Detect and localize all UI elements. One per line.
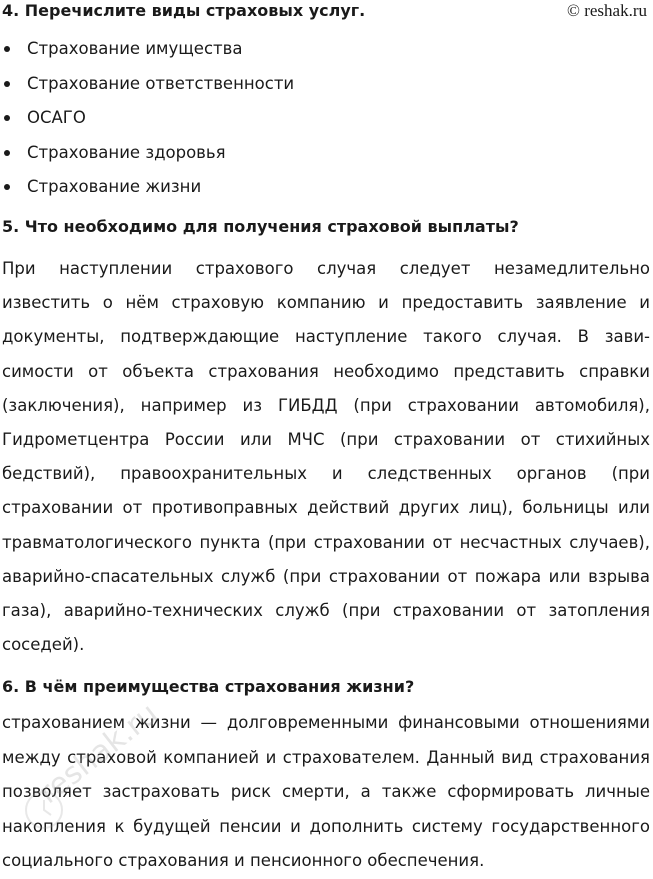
question-5-heading: 5. Что необходимо для получения страховой выплаты? xyxy=(2,217,519,236)
question-4-heading: 4. Перечислите виды страховых услуг. xyxy=(2,1,366,20)
answer-line: симости от объекта страхования необходимо представить справки xyxy=(2,361,650,381)
answer-line: страхованием жизни — долговременными финансовыми отношениями xyxy=(2,713,650,732)
answer-line: документы, подтверждающие наступление такого случая. В зави- xyxy=(2,327,650,347)
list-item: ОСАГО xyxy=(0,101,294,136)
answer-line: известить о нём страховую компанию и предоставить заявление и xyxy=(2,293,650,313)
list-item: Страхование ответственности xyxy=(0,67,294,102)
bullet-icon xyxy=(4,115,10,121)
answer-line: газа), аварийно-технических служб (при страховании от затопления xyxy=(2,600,650,620)
answer-line: социального страхования и пенсионного обеспечения. xyxy=(2,851,485,870)
answer-line: бедствий), правоохранительных и следственных органов (при xyxy=(2,464,650,484)
question-5-answer xyxy=(2,252,650,662)
answer-line: (заключения), например из ГИБДД (при страховании автомобиля), xyxy=(2,395,650,415)
answer-line: травматологического пункта (при страховании от несчастных случаев), xyxy=(2,532,650,552)
answer-line: аварийно-спасательных служб (при страховании от пожара или взрыва xyxy=(2,566,650,586)
list-item: Страхование жизни xyxy=(0,170,294,205)
bullet-icon xyxy=(4,184,10,190)
answer-line: соседей). xyxy=(2,635,85,655)
list-item: Страхование имущества xyxy=(0,32,294,67)
answer-line: между страховой компанией и страхователем. Данный вид страхования xyxy=(2,747,650,767)
answer-line: накопления к будущей пенсии и дополнить систему государственного xyxy=(2,816,650,836)
insurance-types-list xyxy=(0,32,294,205)
answer-line: При наступлении страхового случая следует незамедлительно xyxy=(2,259,650,278)
logo-text: reshak.ru xyxy=(31,696,165,811)
answer-line: Гидрометцентра России или МЧС (при страховании от стихийных xyxy=(2,429,650,449)
watermark-text: © reshak.ru xyxy=(567,1,647,20)
bullet-icon xyxy=(4,81,10,87)
question-6-heading: 6. В чём преимущества страхования жизни? xyxy=(2,677,415,696)
bullet-icon xyxy=(4,150,10,156)
answer-line: позволяет застраховать риск смерти, а также сформировать личные xyxy=(2,782,650,801)
list-item: Страхование здоровья xyxy=(0,136,294,171)
bullet-icon xyxy=(4,46,10,52)
answer-line: страховании от противоправных действий других лиц), больницы или xyxy=(2,498,650,518)
question-6-answer xyxy=(2,706,650,879)
